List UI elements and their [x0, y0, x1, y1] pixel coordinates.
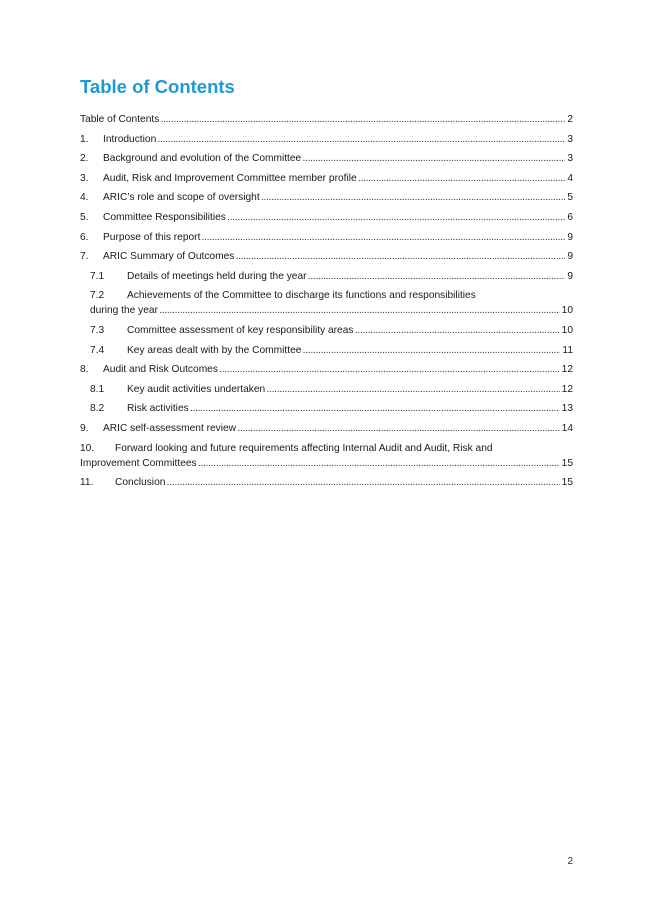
- toc-entry-number: 8.: [80, 364, 89, 376]
- toc-entry-page: 4: [567, 172, 573, 184]
- page-title: Table of Contents: [80, 76, 235, 97]
- toc-entry-audit-activities[interactable]: [80, 382, 573, 397]
- toc-entry-number: 8.1: [90, 383, 105, 395]
- toc-entry-label: Purpose of this report: [103, 231, 201, 243]
- toc-entry-label: Committee assessment of key responsibility areas: [127, 324, 354, 336]
- toc-entry-member-profile[interactable]: [80, 171, 573, 186]
- toc-entry-label: Audit and Risk Outcomes: [103, 364, 218, 376]
- toc-entry-page: 5: [567, 192, 573, 204]
- toc-entry-meetings[interactable]: [80, 269, 573, 284]
- toc-entry-page: 12: [561, 383, 573, 395]
- toc-entry-number: 5.: [80, 211, 89, 223]
- toc-entry-achievements[interactable]: [80, 288, 573, 318]
- toc-entry-page: 13: [561, 403, 573, 415]
- toc-entry-number: 8.2: [90, 403, 105, 415]
- toc-entry-background[interactable]: [80, 151, 573, 166]
- toc-entry-page: 15: [561, 477, 573, 489]
- toc-entry-label: Conclusion: [115, 477, 166, 489]
- toc-entry-label: Risk activities: [127, 403, 189, 415]
- toc-entry-label: ARIC self-assessment review: [103, 422, 237, 434]
- toc-entry-number: 3.: [80, 172, 89, 184]
- toc-entry-label: Introduction: [103, 133, 157, 145]
- toc-entry-label: Key audit activities undertaken: [127, 383, 266, 395]
- table-of-contents: [80, 112, 573, 490]
- toc-entry-number: 9.: [80, 422, 89, 434]
- toc-entry-page: 10: [561, 324, 573, 336]
- toc-entry-audit-and-risk-outcomes[interactable]: [80, 362, 573, 377]
- toc-entry-summary-of-outcomes[interactable]: [80, 249, 573, 264]
- toc-entry-label: Key areas dealt with by the Committee: [127, 344, 302, 356]
- toc-entry-label-continued: Improvement Committees: [80, 457, 197, 469]
- toc-entry-page: 10: [561, 305, 573, 317]
- toc-entry-page: 11: [562, 344, 573, 356]
- toc-entry-number: 1.: [80, 133, 89, 145]
- toc-entry-purpose[interactable]: [80, 230, 573, 245]
- toc-entry-label: Committee Responsibilities: [103, 211, 226, 223]
- toc-entry-label: ARIC’s role and scope of oversight: [103, 192, 260, 204]
- toc-entry-number: 7.2: [90, 290, 105, 302]
- toc-entry-page: 2: [567, 114, 573, 125]
- toc-entry-label: Audit, Risk and Improvement Committee member profile: [103, 172, 357, 184]
- toc-entry-conclusion[interactable]: [80, 475, 573, 490]
- toc-entry-number: 4.: [80, 192, 89, 204]
- toc-entry-page: 3: [567, 153, 573, 165]
- toc-entry-key-areas[interactable]: [80, 343, 573, 358]
- toc-entry-introduction[interactable]: [80, 132, 573, 147]
- toc-entry-label: Background and evolution of the Committee: [103, 153, 302, 165]
- toc-entry-number: 7.4: [90, 344, 105, 356]
- footer-page-number: 2: [567, 856, 573, 867]
- toc-entry-label: Forward looking and future requirements affecting Internal Audit and Audit, Risk and: [115, 442, 493, 454]
- toc-entry-table-of-contents[interactable]: [80, 112, 573, 127]
- toc-entry-number: 11.: [80, 477, 94, 489]
- toc-entry-role-and-scope[interactable]: [80, 190, 573, 205]
- toc-entry-number: 10.: [80, 442, 95, 454]
- toc-entry-label: Table of Contents: [80, 114, 160, 125]
- toc-entry-page: 14: [561, 422, 573, 434]
- toc-entry-page: 3: [567, 133, 573, 145]
- toc-entry-label: Details of meetings held during the year: [127, 270, 307, 282]
- toc-entry-label: ARIC Summary of Outcomes: [103, 251, 235, 263]
- toc-entry-page: 9: [567, 270, 573, 282]
- toc-entry-page: 9: [567, 251, 573, 263]
- toc-entry-number: 7.: [80, 251, 89, 263]
- toc-entry-page: 6: [567, 211, 573, 223]
- toc-entry-label-continued: during the year: [90, 305, 158, 317]
- toc-entry-page: 9: [567, 231, 573, 243]
- toc-entry-risk-activities[interactable]: [80, 401, 573, 416]
- toc-entry-number: 6.: [80, 231, 89, 243]
- toc-entry-assessment[interactable]: [80, 323, 573, 338]
- toc-entry-page: 15: [561, 457, 573, 469]
- toc-entry-page: 12: [561, 364, 573, 376]
- toc-entry-number: 2.: [80, 153, 89, 165]
- toc-entry-number: 7.3: [90, 324, 105, 336]
- toc-entry-forward-looking[interactable]: [80, 441, 573, 471]
- toc-entry-number: 7.1: [90, 270, 105, 282]
- toc-entry-self-assessment[interactable]: [80, 421, 573, 436]
- toc-entry-responsibilities[interactable]: [80, 210, 573, 225]
- toc-entry-label: Achievements of the Committee to discharge its functions and responsibilities: [127, 290, 476, 302]
